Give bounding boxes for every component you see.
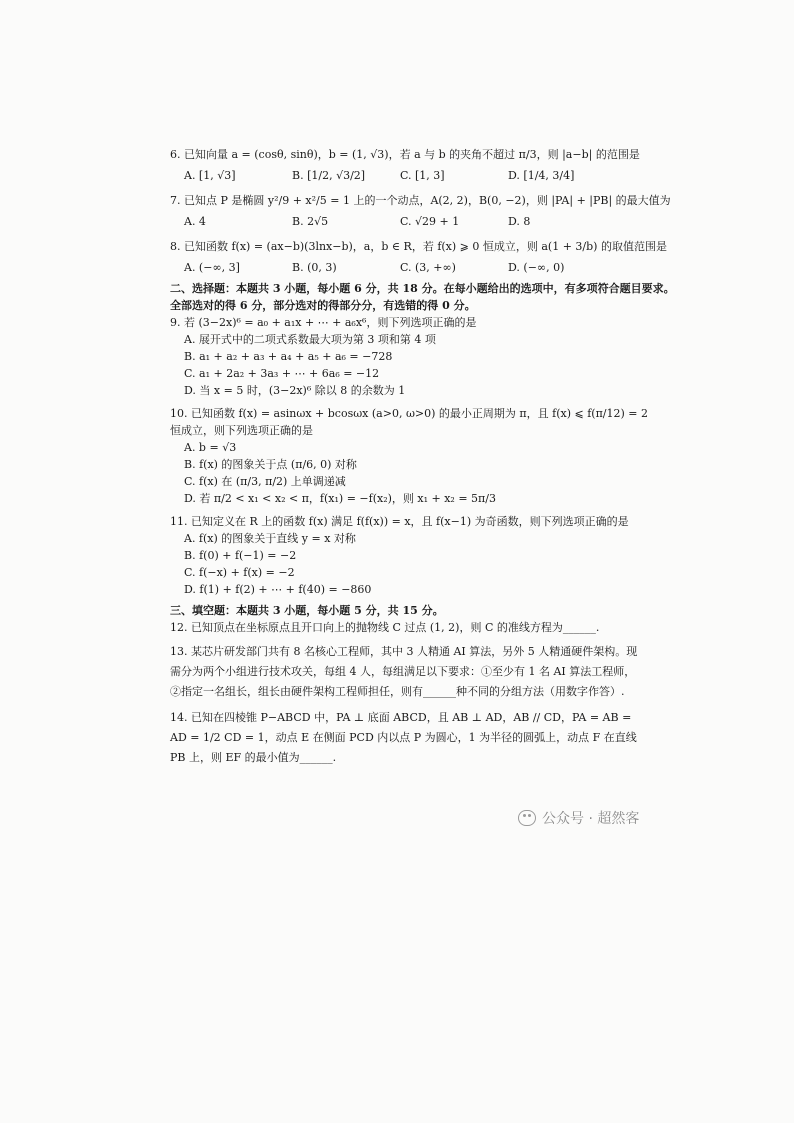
option-d: D. 8: [508, 215, 531, 228]
question-text: 7. 已知点 P 是椭圆 y²/9 + x²/5 = 1 上的一个动点，A(2, 2)，B(0, −2)，则 |PA| + |PB| 的最大值为: [170, 194, 671, 207]
option-d: D. f(1) + f(2) + ⋯ + f(40) = −860: [184, 583, 372, 596]
question-text: 9. 若 (3−2x)⁶ = a₀ + a₁x + ⋯ + a₆x⁶，则下列选项正确的是: [170, 316, 477, 329]
wechat-icon: [518, 810, 536, 826]
option-d: D. 若 π/2 < x₁ < x₂ < π，f(x₁) = −f(x₂)，则 x₁ + x₂ = 5π/3: [184, 492, 496, 505]
watermark: [518, 808, 639, 828]
question-10: [170, 405, 648, 507]
option-c: C. a₁ + 2a₂ + 3a₃ + ⋯ + 6a₆ = −12: [184, 367, 380, 380]
option-c: C. √29 + 1: [400, 215, 460, 228]
section-3-header: 三、填空题：本题共 3 小题，每小题 5 分，共 15 分。: [170, 604, 444, 617]
option-d: D. 当 x = 5 时，(3−2x)⁶ 除以 8 的余数为 1: [184, 384, 406, 397]
exam-content: [170, 146, 675, 768]
question-text: 6. 已知向量 a = (cosθ, sinθ)，b = (1, √3)，若 a 与 b 的夹角不超过 π/3，则 |a−b| 的范围是: [170, 148, 640, 161]
option-d: D. [1/4, 3/4]: [508, 169, 575, 182]
option-b: B. [1/2, √3/2]: [292, 169, 366, 182]
option-a: A. 4: [184, 215, 206, 228]
question-9: [170, 314, 640, 399]
question-6: [170, 146, 640, 184]
section-2-header: [170, 280, 675, 314]
section-2-line-2: 全部选对的得 6 分，部分选对的得部分分，有选错的得 0 分。: [170, 299, 476, 312]
option-a: A. b = √3: [184, 441, 237, 454]
options-row: [184, 259, 640, 276]
watermark-text: 公众号 · 超然客: [542, 811, 640, 827]
options-row: [184, 167, 640, 184]
options-row: [184, 213, 640, 230]
question-text-line-2: 恒成立，则下列选项正确的是: [170, 424, 313, 437]
option-a: A. [1, √3]: [184, 169, 236, 182]
question-text: 8. 已知函数 f(x) = (ax−b)(3lnx−b)，a，b ∈ R，若 f(x) ⩾ 0 恒成立，则 a(1 + 3/b) 的取值范围是: [170, 240, 667, 253]
option-b: B. a₁ + a₂ + a₃ + a₄ + a₅ + a₆ = −728: [184, 350, 393, 363]
question-11: [170, 513, 640, 598]
option-b: B. f(0) + f(−1) = −2: [184, 549, 297, 562]
option-a: A. 展开式中的二项式系数最大项为第 3 项和第 4 项: [184, 333, 436, 346]
option-b: B. 2√5: [292, 215, 329, 228]
option-c: C. (3, +∞): [400, 261, 456, 274]
option-b: B. (0, 3): [292, 261, 337, 274]
question-text: 11. 已知定义在 R 上的函数 f(x) 满足 f(f(x)) = x，且 f(x−1) 为奇函数，则下列选项正确的是: [170, 515, 629, 528]
question-7: [170, 192, 671, 230]
option-c: C. f(x) 在 (π/3, π/2) 上单调递减: [184, 475, 346, 488]
question-text-line-1: 10. 已知函数 f(x) = asinωx + bcosωx (a>0, ω>0) 的最小正周期为 π，且 f(x) ⩽ f(π/12) = 2: [170, 407, 648, 420]
section-2-line-1: 二、选择题：本题共 3 小题，每小题 6 分，共 18 分。在每小题给出的选项中，有多项符合题目要求。: [170, 282, 675, 295]
option-d: D. (−∞, 0): [508, 261, 565, 274]
option-c: C. [1, 3]: [400, 169, 445, 182]
question-13: 13. 某芯片研发部门共有 8 名核心工程师，其中 3 人精通 AI 算法，另外 5 人精通硬件架构。现需分为两个小组进行技术攻关，每组 4 人，每组满足以下要求：①至少有 1 名 AI 算法工程师，②指定一名组长，组长由硬件架构工程师担任，则有______种不同的分组方法（用数字作答）.: [170, 645, 638, 698]
question-8: [170, 238, 667, 276]
option-b: B. f(x) 的图象关于点 (π/6, 0) 对称: [184, 458, 357, 471]
option-c: C. f(−x) + f(x) = −2: [184, 566, 295, 579]
option-a: A. f(x) 的图象关于直线 y = x 对称: [184, 532, 356, 545]
option-a: A. (−∞, 3]: [184, 261, 240, 274]
question-14: 14. 已知在四棱锥 P−ABCD 中，PA ⊥ 底面 ABCD，且 AB ⊥ AD，AB // CD，PA = AB = AD = 1/2 CD = 1，动点 E 在侧面 PCD 内以点 P 为圆心，1 为半径的圆弧上，动点 F 在直线 PB 上，则 EF 的最小值为______.: [170, 711, 637, 764]
question-12: 12. 已知顶点在坐标原点且开口向上的抛物线 C 过点 (1, 2)，则 C 的准线方程为______.: [170, 621, 600, 634]
